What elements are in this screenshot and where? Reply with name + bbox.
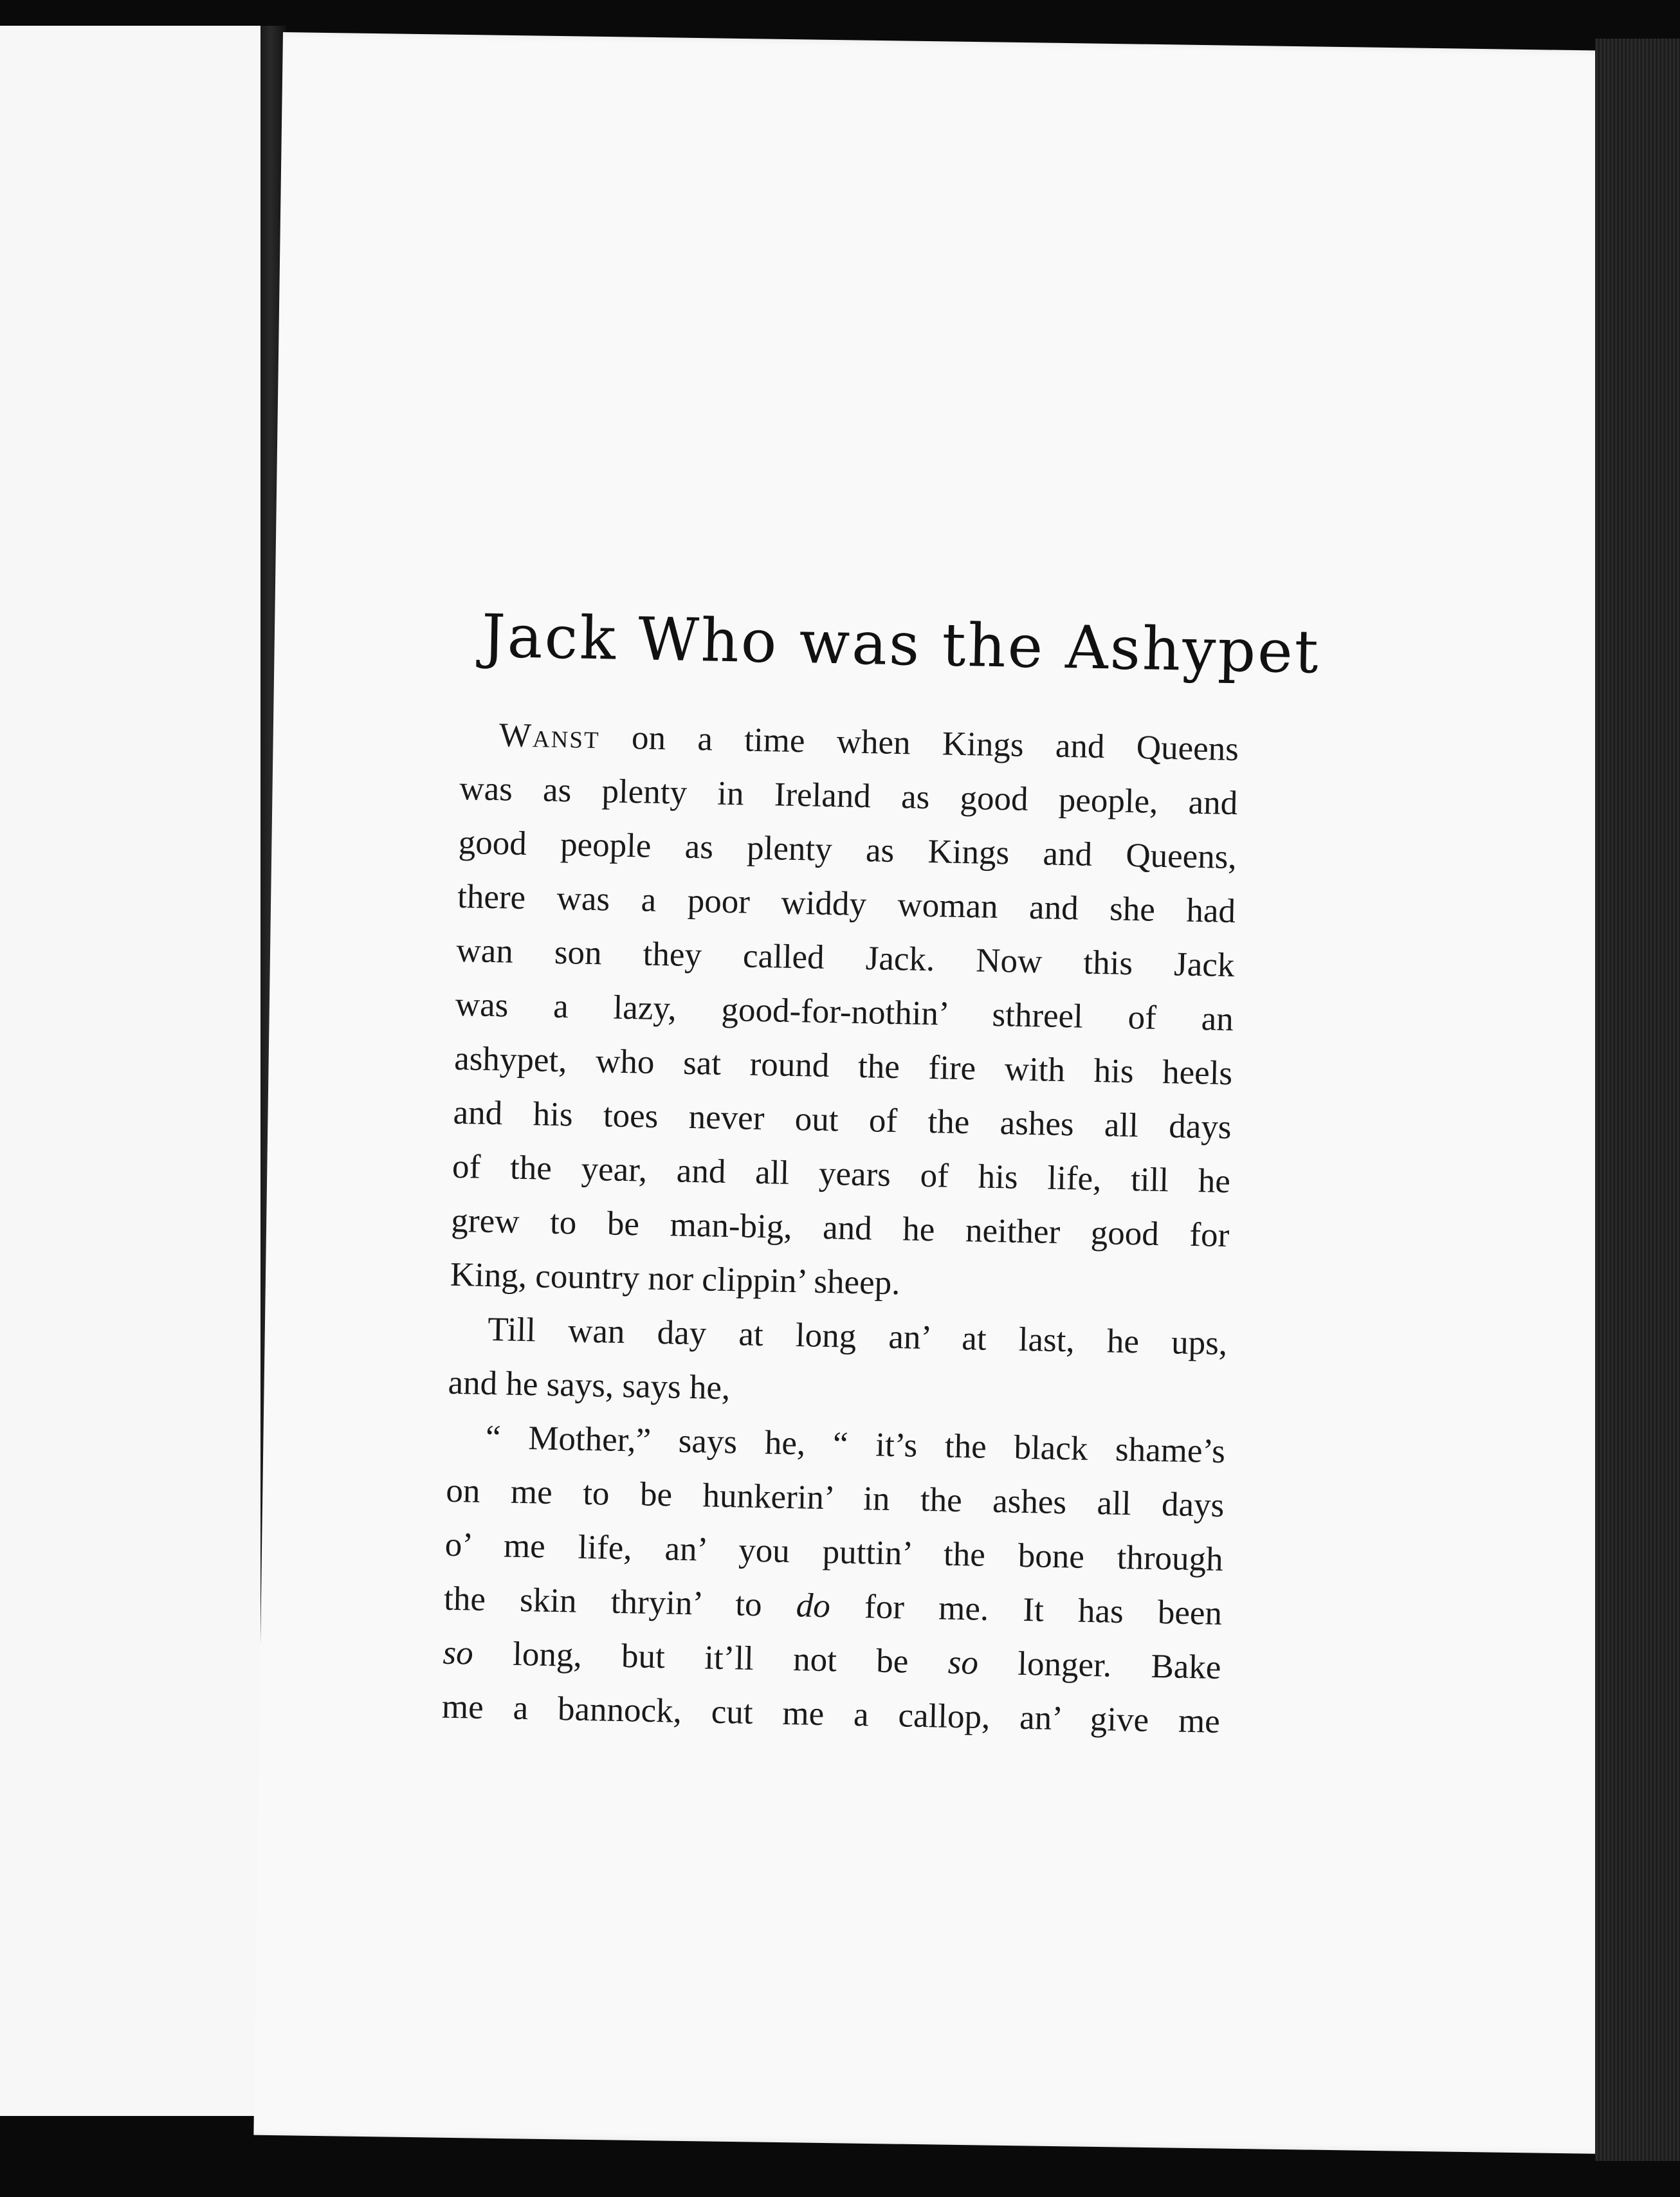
text-line: on me to be hunkerin’ in the ashes all days [445, 1472, 1225, 1524]
text-line: and he says, says he, [448, 1363, 731, 1407]
italic-word: so [947, 1643, 979, 1682]
text-line: King, country nor clippin’ sheep. [450, 1255, 900, 1302]
page-text [441, 601, 1321, 1749]
left-blank-page [0, 26, 269, 2116]
italic-word: so [443, 1634, 474, 1672]
text-line: ashypet, who sat round the fire with his heels [453, 1039, 1233, 1093]
text-line-content: “ Mother,” says he, “ it’s the black shame’s [485, 1418, 1226, 1470]
text-line: there was a poor widdy woman and she had [457, 877, 1236, 931]
text-line: me a bannock, cut me a callop, an’ give me [441, 1688, 1221, 1740]
text-line: wan son they called Jack. Now this Jack [456, 931, 1235, 985]
paragraph-2 [448, 1302, 1228, 1425]
drop-word: Wanst [498, 716, 601, 756]
text-line: and his toes never out of the ashes all days [453, 1093, 1232, 1147]
text-line-content: Till wan day at long an’ at last, he ups, [487, 1310, 1228, 1363]
chapter-title: Jack Who was the Ashypet [480, 601, 1321, 687]
text-line: was a lazy, good-for-nothin’ sthreel of an [455, 985, 1234, 1039]
text-line: of the year, and all years of his life, till he [452, 1147, 1231, 1201]
text-segment: for me. It has been [830, 1587, 1223, 1632]
text-segment: longer. Bake [978, 1644, 1221, 1686]
text-segment: long, but it’ll not be [473, 1634, 949, 1681]
paragraph-3 [441, 1410, 1225, 1749]
paragraph-1 [450, 707, 1239, 1317]
italic-word: do [796, 1587, 831, 1625]
text-line: grew to be man-big, and he neither good for [450, 1201, 1230, 1255]
text-line-rest: on a time when Kings and Queens [599, 718, 1239, 769]
text-segment: the skin thryin’ to [443, 1580, 797, 1625]
text-line: was as plenty in Ireland as good people, and [459, 769, 1238, 823]
text-line: good people as plenty as Kings and Queens, [458, 823, 1237, 877]
text-line: o’ me life, an’ you puttin’ the bone through [444, 1526, 1224, 1578]
page-edges [1595, 39, 1680, 2161]
